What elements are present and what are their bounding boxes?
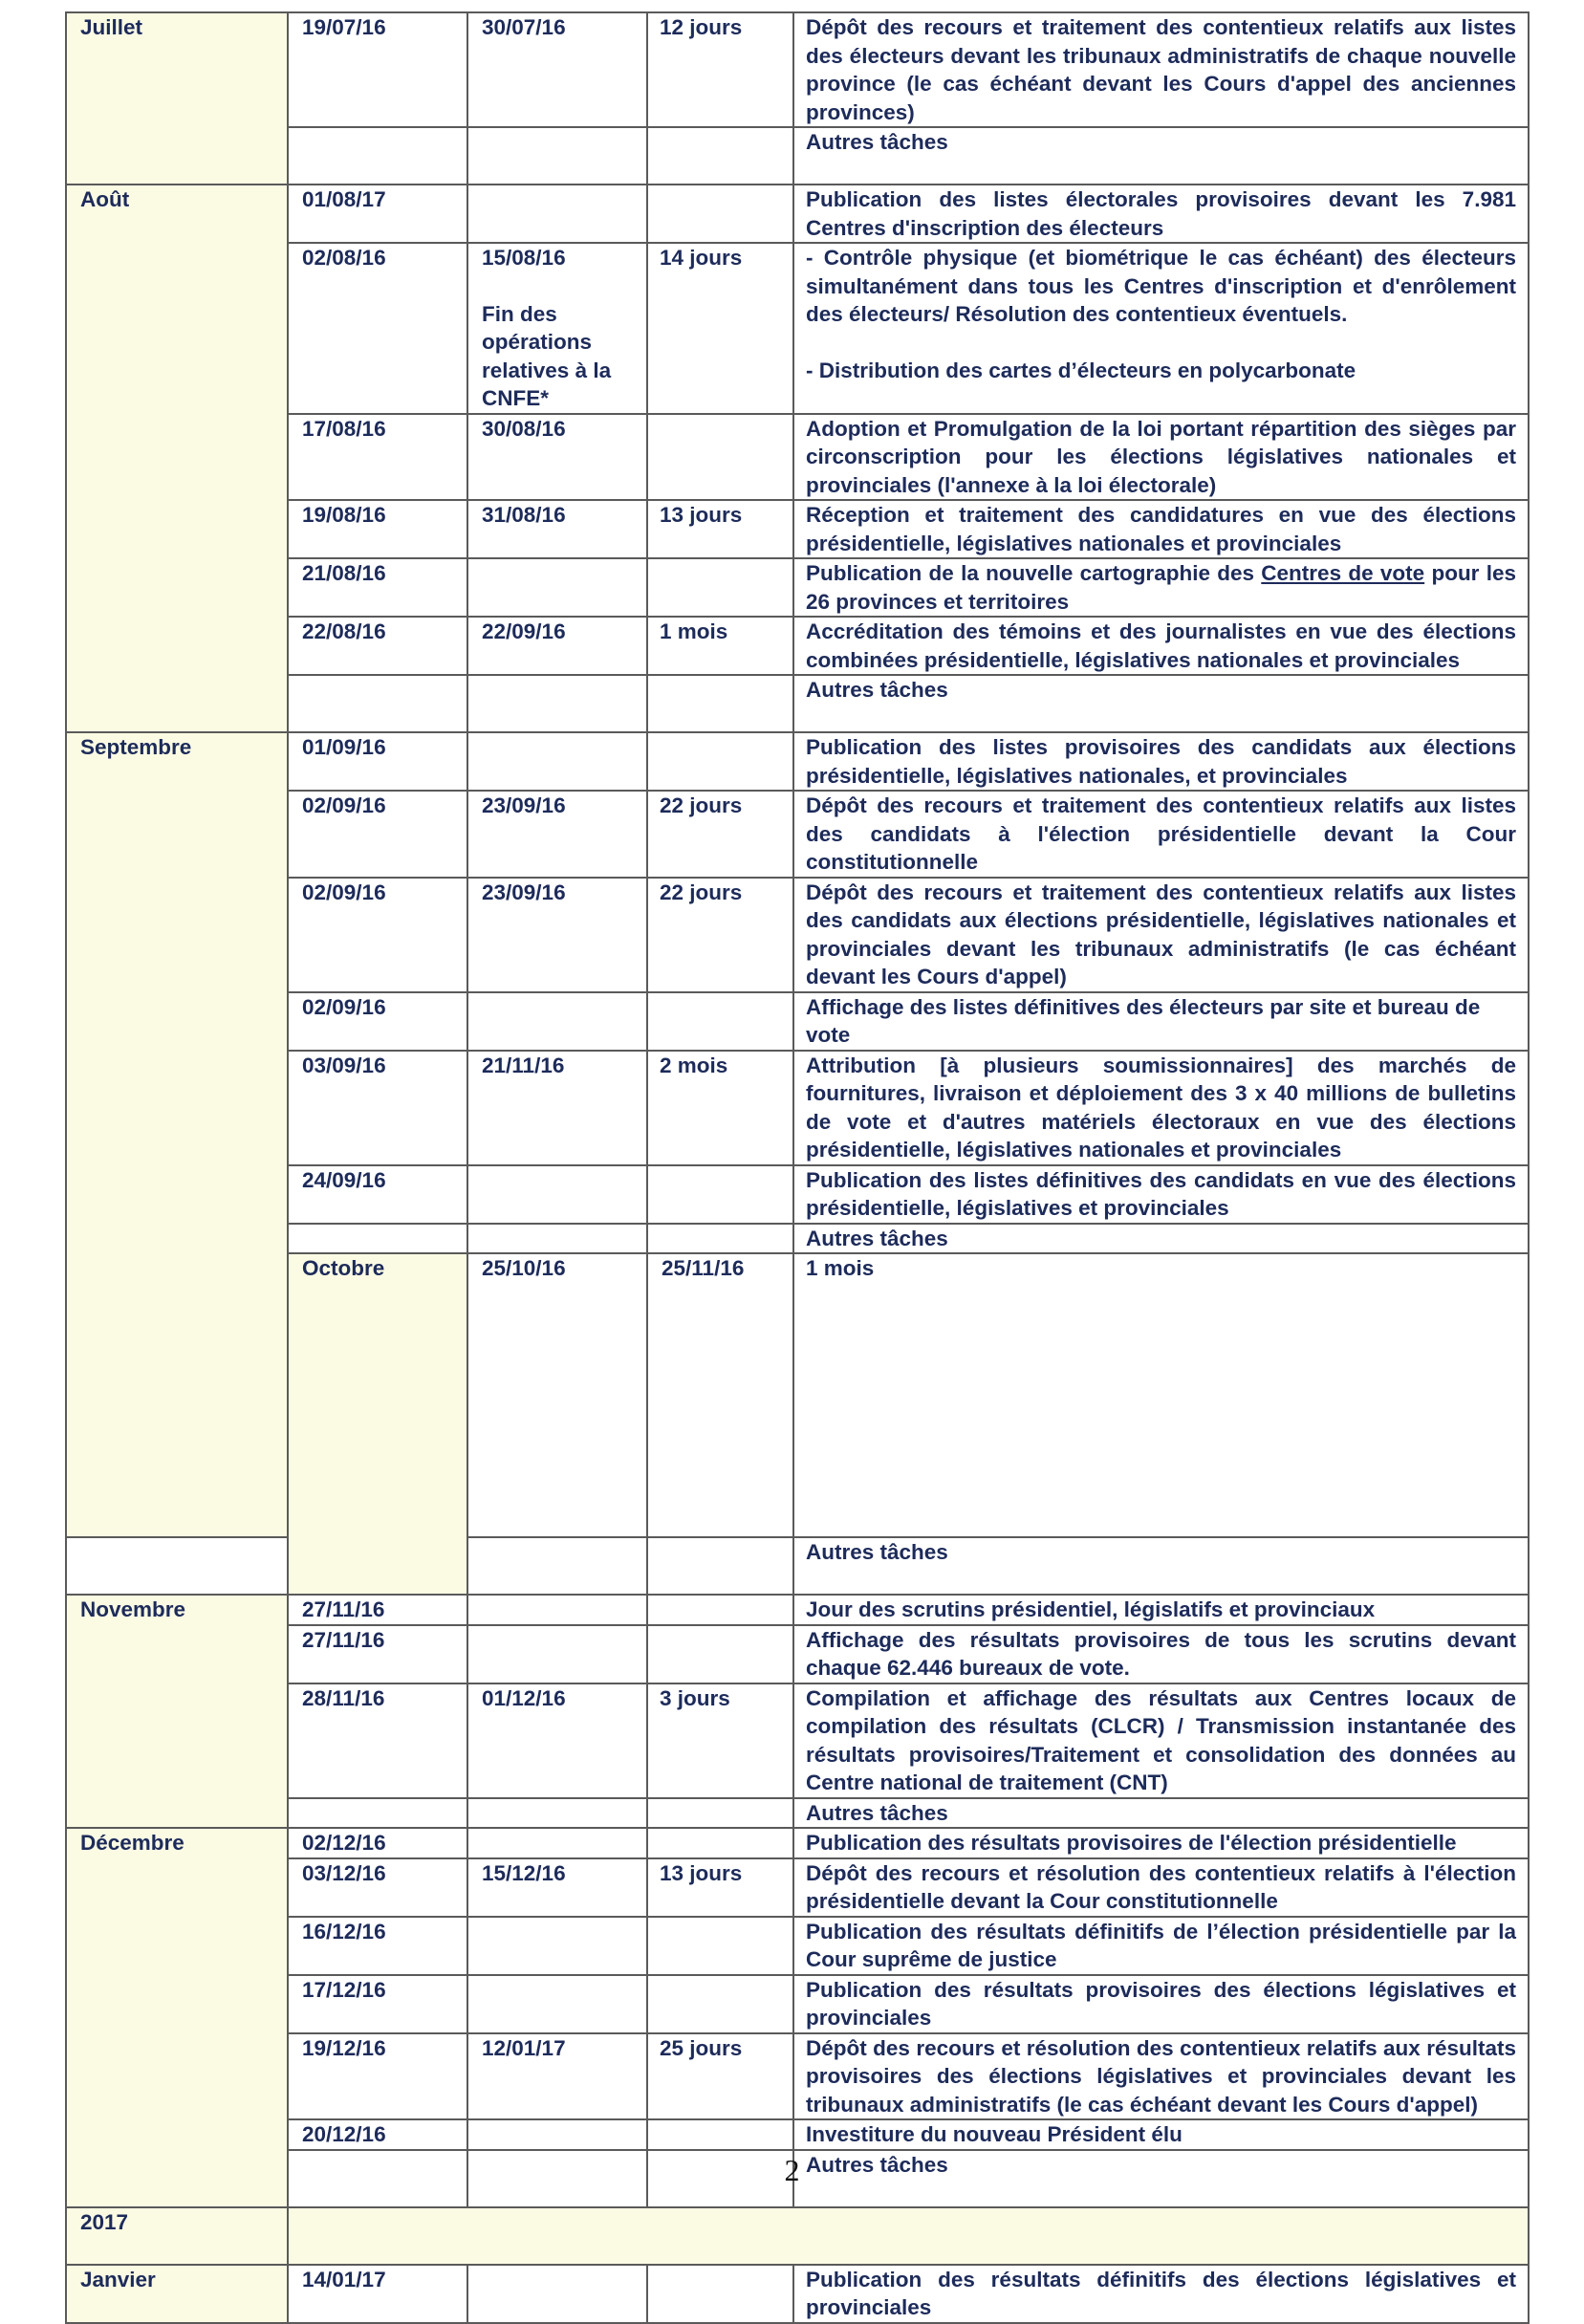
start-date: 27/11/16 — [288, 1595, 467, 1625]
other-tasks: Autres tâches — [793, 1798, 1529, 1829]
activity-description: Dépôt des recours et résolution des contentieux relatifs à l'élection présidentielle devant la Cour constitutionnelle — [793, 1858, 1529, 1917]
other-tasks: Autres tâches — [793, 127, 1529, 185]
end-date: 12/01/17 — [467, 2033, 647, 2120]
activity-description: Publication des résultats provisoires de l'élection présidentielle — [793, 1828, 1529, 1858]
activity-description: Affichage des résultats provisoires de tous les scrutins devant chaque 62.446 bureaux de vote. — [793, 1625, 1529, 1683]
activity-description: Dépôt des recours et traitement des contentieux relatifs aux listes des candidats aux élections présidentielle, législatives nationales et provinciales devant les tribunaux administratifs (le cas échéant devant les Cours d'appel) — [793, 878, 1529, 992]
activity-description: Publication des listes électorales provisoires devant les 7.981 Centres d'inscription des électeurs — [793, 185, 1529, 243]
start-date: 17/12/16 — [288, 1975, 467, 2033]
activity-description: Publication des résultats provisoires des élections législatives et provinciales — [793, 1975, 1529, 2033]
table-row — [66, 12, 1529, 127]
table-row — [66, 732, 1529, 791]
activity-text: pour les 26 provinces et territoires — [806, 561, 1516, 614]
activity-description: Affichage des listes définitives des électeurs par site et bureau de vote — [793, 992, 1529, 1051]
activity-description — [793, 558, 1529, 617]
start-date: 16/12/16 — [288, 1917, 467, 1975]
duration: 3 jours — [647, 1683, 793, 1798]
table-row — [66, 1828, 1529, 1858]
year-band — [288, 2207, 1529, 2265]
end-date: 15/08/16 — [482, 246, 566, 270]
start-date: 28/11/16 — [288, 1683, 467, 1798]
other-tasks: Autres tâches — [793, 675, 1529, 732]
activity-description: Adoption et Promulgation de la loi portant répartition des sièges par circonscription pour les élections législatives nationales et provinciales (l'annexe à la loi électorale) — [793, 414, 1529, 501]
duration: 22 jours — [647, 878, 793, 992]
electoral-calendar-table — [65, 11, 1530, 2324]
activity-description: Publication des résultats définitifs de l’élection présidentielle par la Cour suprême de justice — [793, 1917, 1529, 1975]
start-date: 22/08/16 — [288, 617, 467, 675]
start-date: 02/09/16 — [288, 878, 467, 992]
page-number: 2 — [784, 2153, 800, 2187]
table-row — [66, 185, 1529, 243]
activity-description: Publication des listes provisoires des candidats aux élections présidentielle, législatives nationales, et provinciales — [793, 732, 1529, 791]
start-date: 19/07/16 — [288, 12, 467, 127]
start-date: 02/09/16 — [288, 992, 467, 1051]
activity-text: - Contrôle physique (et biométrique le cas échéant) des électeurs simultanément dans tous les Centres d'inscription et d'enrôlement des électeurs/ Résolution des contentieux éventuels. — [806, 246, 1516, 326]
end-date: 22/09/16 — [467, 617, 647, 675]
start-date: 19/12/16 — [288, 2033, 467, 2120]
other-tasks: Autres tâches — [793, 1224, 1529, 1254]
month-cell-octobre: Octobre — [288, 1253, 467, 1595]
duration: 14 jours — [647, 243, 793, 414]
centres-de-vote-link: Centres de vote — [1261, 561, 1425, 585]
start-date: 14/01/17 — [288, 2265, 467, 2323]
table-row — [66, 2207, 1529, 2265]
duration: 12 jours — [647, 12, 793, 127]
start-date: 01/09/16 — [288, 732, 467, 791]
activity-description: Réception et traitement des candidatures en vue des élections présidentielle, législatives nationales et provinciales — [793, 500, 1529, 558]
end-date: 30/08/16 — [467, 414, 647, 501]
start-date: 27/11/16 — [288, 1625, 467, 1683]
other-tasks: Autres tâches — [793, 2150, 1529, 2207]
end-date: 15/12/16 — [467, 1858, 647, 1917]
start-date: 17/08/16 — [288, 414, 467, 501]
end-date: 25/11/16 — [647, 1253, 793, 1537]
start-date: 02/09/16 — [288, 791, 467, 878]
month-cell-aout: Août — [66, 185, 288, 732]
duration: 2 mois — [647, 1051, 793, 1165]
start-date: 20/12/16 — [288, 2119, 467, 2150]
month-cell-decembre: Décembre — [66, 1828, 288, 2207]
other-tasks: Autres tâches — [793, 1537, 1529, 1595]
activity-description: Attribution [à plusieurs soumissionnaires] des marchés de fournitures, livraison et déploiement des 3 x 40 millions de bulletins de vote et d'autres matériels électoraux en vue des élections présidentielle, législatives nationales et provinciales — [793, 1051, 1529, 1165]
duration: 22 jours — [647, 791, 793, 878]
end-note: Fin des opérations relatives à la CNFE* — [482, 301, 612, 410]
activity-description: Compilation et affichage des résultats aux Centres locaux de compilation des résultats (CLCR) / Transmission instantanée des résultats provisoires/Traitement et consolidation des données au Centre national de traitement (CNT) — [793, 1683, 1529, 1798]
table-row — [66, 1537, 1529, 1595]
month-cell-juillet: Juillet — [66, 12, 288, 185]
activity-description: Dépôt des recours et traitement des contentieux relatifs aux listes des candidats à l'élection présidentielle devant la Cour constitutionnelle — [793, 791, 1529, 878]
end-date: 21/11/16 — [467, 1051, 647, 1165]
activity-description: Accréditation des témoins et des journalistes en vue des élections combinées présidentielle, législatives nationales et provinciales — [793, 617, 1529, 675]
start-date: 25/10/16 — [467, 1253, 647, 1537]
start-date: 19/08/16 — [288, 500, 467, 558]
activity-description: Dépôt des recours et résolution des contentieux relatifs aux résultats provisoires des élections législatives et provinciales devant les tribunaux administratifs (le cas échéant devant les Cours d'appel) — [793, 2033, 1529, 2120]
activity-description: Publication des listes définitives des candidats en vue des élections présidentielle, législatives et provinciales — [793, 1165, 1529, 1224]
end-date-with-note — [467, 243, 647, 414]
month-cell-septembre: Septembre — [66, 732, 288, 1537]
activity-description: Dépôt des recours et traitement des contentieux relatifs aux listes des électeurs devant les tribunaux administratifs de chaque nouvelle province (le cas échéant devant les Cours d'appel des anciennes provinces) — [793, 12, 1529, 127]
start-date: 01/08/17 — [288, 185, 467, 243]
activity-description: Publication des résultats définitifs des élections législatives et provinciales — [793, 2265, 1529, 2323]
year-cell-2017: 2017 — [66, 2207, 288, 2265]
table-row — [66, 1595, 1529, 1625]
duration: 25 jours — [647, 2033, 793, 2120]
activity-description: Jour des scrutins présidentiel, législatifs et provinciaux — [793, 1595, 1529, 1625]
activity-text-distribution: - Distribution des cartes d’électeurs en polycarbonate — [806, 358, 1356, 382]
activity-text: Publication de la nouvelle cartographie des — [806, 561, 1262, 585]
end-date: 23/09/16 — [467, 791, 647, 878]
month-cell-janvier: Janvier — [66, 2265, 288, 2323]
activity-description: Investiture du nouveau Président élu — [793, 2119, 1529, 2150]
end-date: 23/09/16 — [467, 878, 647, 992]
start-date: 03/12/16 — [288, 1858, 467, 1917]
start-date: 24/09/16 — [288, 1165, 467, 1224]
end-date: 01/12/16 — [467, 1683, 647, 1798]
month-cell-novembre: Novembre — [66, 1595, 288, 1828]
start-date: 21/08/16 — [288, 558, 467, 617]
start-date: 02/08/16 — [288, 243, 467, 414]
activity-description — [793, 243, 1529, 414]
duration: 13 jours — [647, 1858, 793, 1917]
end-date: 30/07/16 — [467, 12, 647, 127]
start-date: 03/09/16 — [288, 1051, 467, 1165]
end-date: 31/08/16 — [467, 500, 647, 558]
table-row — [66, 2265, 1529, 2323]
duration: 13 jours — [647, 500, 793, 558]
start-date: 02/12/16 — [288, 1828, 467, 1858]
duration: 1 mois — [793, 1253, 1529, 1537]
duration: 1 mois — [647, 617, 793, 675]
